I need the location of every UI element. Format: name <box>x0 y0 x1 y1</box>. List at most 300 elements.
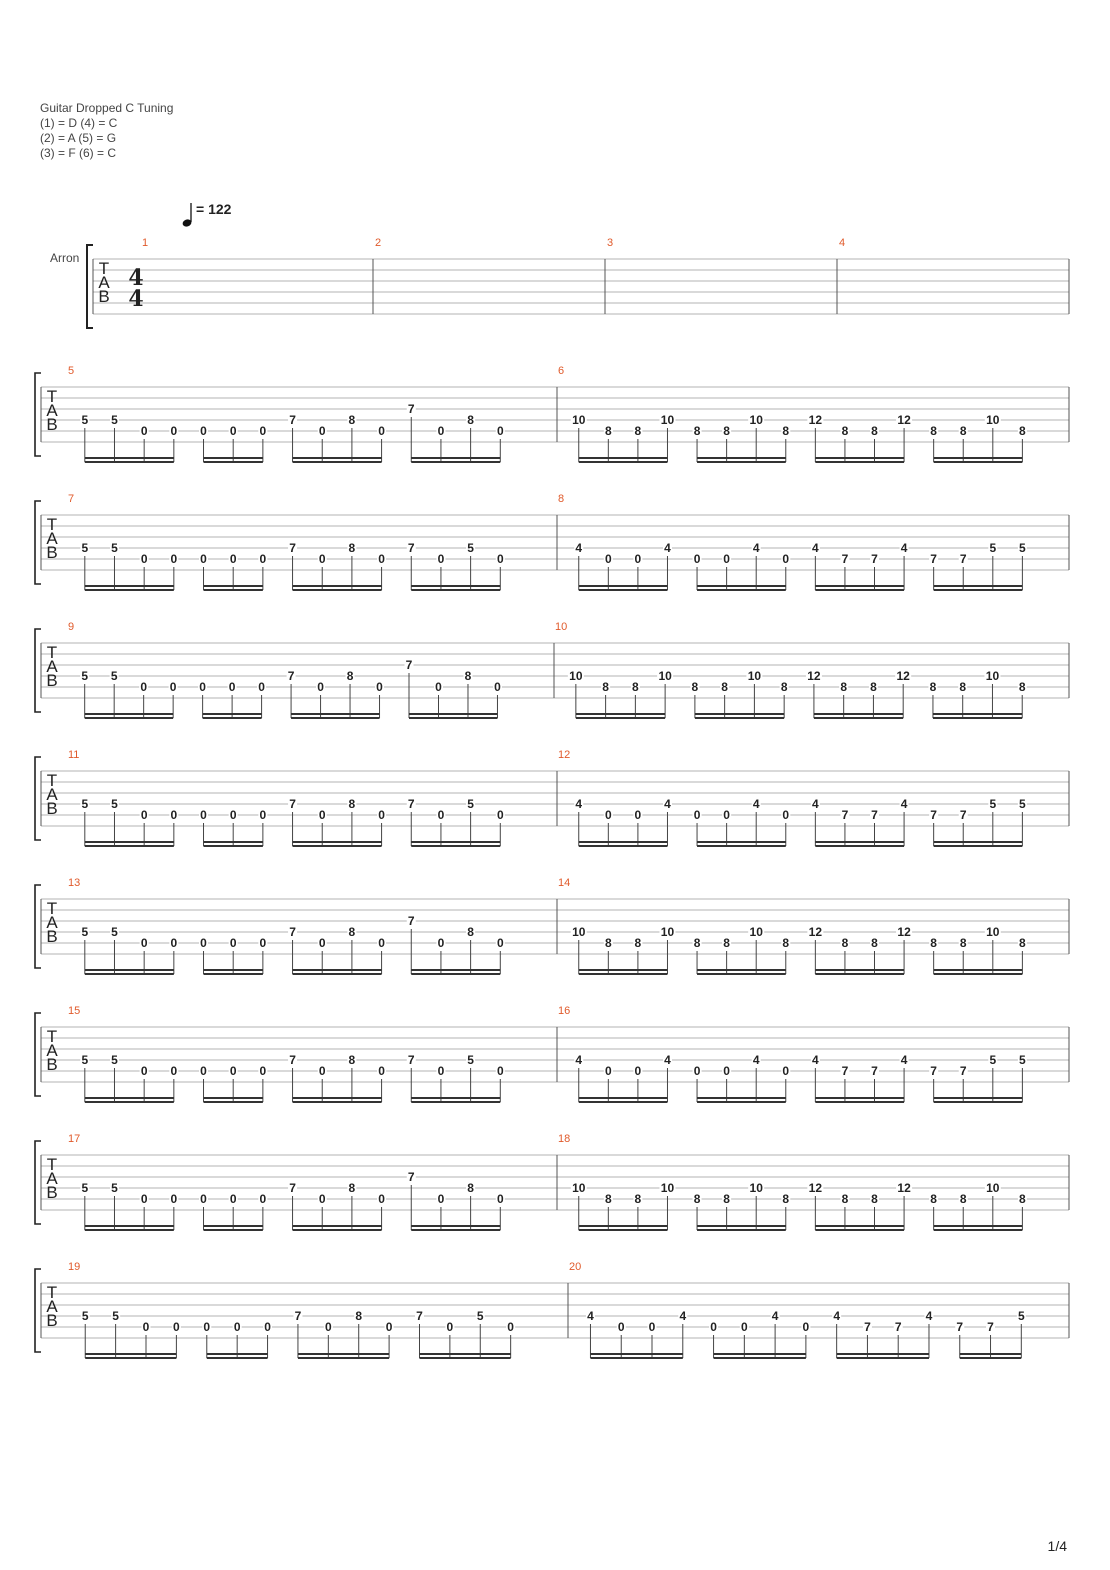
tab-clef-letter: A <box>46 913 58 932</box>
fret-number: 0 <box>437 424 445 438</box>
fret-number: 0 <box>496 936 504 950</box>
fret-number: 10 <box>749 1181 763 1195</box>
tuning-title: Guitar Dropped C Tuning <box>40 101 174 115</box>
fret-number: 0 <box>437 808 445 822</box>
fret-number: 8 <box>604 936 612 950</box>
fret-number: 0 <box>318 936 326 950</box>
tab-clef-letter: T <box>46 899 58 918</box>
tab-clef-letter: T <box>46 643 58 662</box>
fret-number: 7 <box>294 1309 302 1323</box>
fret-number: 0 <box>142 1320 150 1334</box>
fret-number: 5 <box>112 1309 119 1323</box>
fret-number: 0 <box>140 808 148 822</box>
fret-number: 0 <box>259 808 267 822</box>
fret-number: 10 <box>749 413 763 427</box>
fret-number: 7 <box>289 413 296 427</box>
fret-number: 4 <box>812 1053 819 1067</box>
fret-number: 0 <box>604 1064 612 1078</box>
fret-number: 7 <box>287 669 295 683</box>
fret-number: 0 <box>496 1192 504 1206</box>
fret-number: 5 <box>1019 541 1026 555</box>
fret-number: 0 <box>173 1320 180 1334</box>
fret-number: 7 <box>407 1170 415 1184</box>
fret-number: 8 <box>871 1192 878 1206</box>
fret-number: 5 <box>81 413 89 427</box>
measure-number: 15 <box>68 1005 81 1017</box>
fret-number: 0 <box>259 1192 267 1206</box>
fret-number: 10 <box>747 669 762 683</box>
fret-number: 0 <box>170 1064 178 1078</box>
fret-number: 0 <box>723 1064 730 1078</box>
fret-number: 5 <box>1017 1309 1025 1323</box>
measure-number: 13 <box>68 877 81 889</box>
fret-number: 10 <box>986 413 1000 427</box>
fret-number: 8 <box>929 680 937 694</box>
system-bracket <box>35 629 41 712</box>
tab-clef-letter: T <box>98 259 110 278</box>
fret-number: 8 <box>693 424 701 438</box>
tab-clef-letter: B <box>46 1055 58 1074</box>
tab-clef-letter: B <box>46 1311 58 1330</box>
fret-number: 8 <box>782 936 790 950</box>
fret-number: 8 <box>634 424 642 438</box>
fret-number: 7 <box>894 1320 902 1334</box>
tuning-line: (2) = A (5) = G <box>40 131 117 145</box>
fret-number: 4 <box>900 541 908 555</box>
fret-number: 0 <box>318 552 326 566</box>
fret-number: 4 <box>587 1309 594 1323</box>
fret-number: 0 <box>140 936 148 950</box>
fret-number: 0 <box>140 1064 148 1078</box>
fret-number: 7 <box>841 552 849 566</box>
tab-clef-letter: A <box>98 273 110 292</box>
fret-number: 8 <box>841 936 849 950</box>
fret-number: 8 <box>959 680 967 694</box>
page-number: 1/4 <box>1047 1538 1067 1554</box>
measure-number: 11 <box>68 749 80 761</box>
fret-number: 0 <box>200 1064 207 1078</box>
fret-number: 12 <box>897 925 911 939</box>
measure-number: 7 <box>68 493 75 505</box>
measure-number: 19 <box>68 1261 81 1273</box>
fret-number: 0 <box>200 424 207 438</box>
fret-number: 5 <box>111 797 118 811</box>
fret-number: 8 <box>632 680 639 694</box>
tab-clef-letter: B <box>46 927 58 946</box>
fret-number: 7 <box>930 808 937 822</box>
fret-number: 0 <box>496 808 504 822</box>
fret-number: 8 <box>782 424 790 438</box>
fret-number: 7 <box>407 914 415 928</box>
fret-number: 7 <box>407 402 415 416</box>
fret-number: 7 <box>407 797 415 811</box>
fret-number: 4 <box>900 1053 908 1067</box>
fret-number: 0 <box>723 552 730 566</box>
fret-number: 4 <box>664 541 671 555</box>
measure-number: 20 <box>569 1261 582 1273</box>
system-bracket <box>35 885 41 968</box>
fret-number: 12 <box>808 413 823 427</box>
fret-number: 4 <box>752 1053 760 1067</box>
fret-number: 4 <box>812 797 819 811</box>
fret-number: 0 <box>200 808 207 822</box>
fret-number: 0 <box>634 552 642 566</box>
fret-number: 10 <box>660 413 675 427</box>
fret-number: 8 <box>930 1192 937 1206</box>
system-bracket <box>35 501 41 584</box>
system-bracket <box>35 757 41 840</box>
measure-number: 18 <box>558 1133 571 1145</box>
fret-number: 0 <box>318 1192 326 1206</box>
fret-number: 7 <box>289 797 296 811</box>
fret-number: 0 <box>229 808 237 822</box>
fret-number: 0 <box>435 680 442 694</box>
tab-clef-letter: B <box>98 287 110 306</box>
fret-number: 0 <box>378 424 385 438</box>
fret-number: 0 <box>317 680 324 694</box>
fret-number: 5 <box>111 413 118 427</box>
tempo-label: = 122 <box>196 201 232 217</box>
fret-number: 0 <box>723 808 730 822</box>
measure-number: 9 <box>68 621 75 633</box>
fret-number: 8 <box>348 925 356 939</box>
fret-number: 0 <box>170 1192 178 1206</box>
fret-number: 10 <box>572 1181 586 1195</box>
fret-number: 8 <box>467 925 474 939</box>
fret-number: 5 <box>81 1181 89 1195</box>
fret-number: 0 <box>494 680 501 694</box>
fret-number: 7 <box>959 552 967 566</box>
tab-clef-letter: B <box>46 799 58 818</box>
fret-number: 0 <box>229 424 237 438</box>
fret-number: 0 <box>169 680 177 694</box>
fret-number: 8 <box>348 797 356 811</box>
fret-number: 8 <box>634 1192 642 1206</box>
system-bracket <box>35 373 41 456</box>
fret-number: 7 <box>871 1064 878 1078</box>
fret-number: 5 <box>81 1309 89 1323</box>
fret-number: 0 <box>203 1320 211 1334</box>
fret-number: 5 <box>81 541 89 555</box>
fret-number: 4 <box>575 541 583 555</box>
fret-number: 10 <box>660 925 675 939</box>
tab-clef-letter: T <box>46 1283 58 1302</box>
fret-number: 7 <box>841 1064 849 1078</box>
fret-number: 0 <box>782 1064 790 1078</box>
measure-number: 2 <box>375 237 382 249</box>
fret-number: 0 <box>496 552 504 566</box>
fret-number: 0 <box>259 936 267 950</box>
fret-number: 4 <box>900 797 908 811</box>
fret-number: 7 <box>930 552 937 566</box>
fret-number: 8 <box>348 541 356 555</box>
fret-number: 10 <box>572 925 586 939</box>
fret-number: 0 <box>229 936 237 950</box>
fret-number: 8 <box>346 669 354 683</box>
fret-number: 12 <box>896 669 910 683</box>
fret-number: 0 <box>259 424 267 438</box>
fret-number: 4 <box>575 797 583 811</box>
fret-number: 5 <box>1019 797 1026 811</box>
fret-number: 8 <box>464 669 472 683</box>
measure-number: 6 <box>558 365 565 377</box>
tab-clef-letter: B <box>46 415 58 434</box>
fret-number: 0 <box>233 1320 241 1334</box>
fret-number: 8 <box>930 424 937 438</box>
fret-number: 5 <box>81 1053 89 1067</box>
fret-number: 8 <box>1019 424 1026 438</box>
fret-number: 7 <box>930 1064 937 1078</box>
fret-number: 5 <box>989 541 997 555</box>
fret-number: 0 <box>318 424 326 438</box>
fret-number: 0 <box>378 1064 385 1078</box>
time-signature-top: 4 <box>128 265 144 291</box>
fret-number: 8 <box>723 1192 730 1206</box>
tab-clef-letter: A <box>46 1297 58 1316</box>
system-bracket <box>35 1269 41 1352</box>
fret-number: 10 <box>985 669 1000 683</box>
fret-number: 5 <box>467 797 474 811</box>
fret-number: 5 <box>467 1053 474 1067</box>
fret-number: 7 <box>407 1053 415 1067</box>
fret-number: 4 <box>925 1309 933 1323</box>
fret-number: 0 <box>229 552 237 566</box>
fret-number: 7 <box>289 1181 296 1195</box>
tab-clef-letter: B <box>46 671 58 690</box>
fret-number: 7 <box>864 1320 871 1334</box>
fret-number: 0 <box>259 552 267 566</box>
fret-number: 0 <box>446 1320 454 1334</box>
fret-number: 8 <box>348 1053 356 1067</box>
fret-number: 8 <box>604 1192 612 1206</box>
fret-number: 8 <box>1019 936 1026 950</box>
fret-number: 12 <box>808 925 823 939</box>
fret-number: 8 <box>959 936 967 950</box>
fret-number: 8 <box>782 1192 790 1206</box>
fret-number: 5 <box>111 1181 118 1195</box>
fret-number: 4 <box>833 1309 841 1323</box>
tuning-line: (3) = F (6) = C <box>40 146 117 160</box>
fret-number: 5 <box>1019 1053 1026 1067</box>
fret-number: 8 <box>602 680 609 694</box>
fret-number: 4 <box>752 541 760 555</box>
fret-number: 0 <box>385 1320 393 1334</box>
fret-number: 8 <box>780 680 788 694</box>
time-signature-bottom: 4 <box>128 286 144 312</box>
fret-number: 0 <box>437 1192 445 1206</box>
fret-number: 0 <box>782 552 790 566</box>
fret-number: 0 <box>782 808 790 822</box>
fret-number: 0 <box>437 552 445 566</box>
fret-number: 5 <box>81 669 89 683</box>
fret-number: 0 <box>324 1320 332 1334</box>
fret-number: 8 <box>723 424 730 438</box>
measure-number: 3 <box>607 237 614 249</box>
fret-number: 0 <box>170 424 178 438</box>
system-bracket <box>35 1013 41 1096</box>
measure-number: 16 <box>558 1005 571 1017</box>
fret-number: 8 <box>871 936 878 950</box>
fret-number: 0 <box>378 808 385 822</box>
fret-number: 0 <box>318 808 326 822</box>
fret-number: 0 <box>229 1192 237 1206</box>
fret-number: 4 <box>812 541 819 555</box>
fret-number: 10 <box>986 925 1000 939</box>
fret-number: 8 <box>959 1192 967 1206</box>
fret-number: 0 <box>648 1320 656 1334</box>
tab-clef-letter: A <box>46 1041 58 1060</box>
tab-clef-letter: A <box>46 785 58 804</box>
fret-number: 0 <box>258 680 265 694</box>
fret-number: 8 <box>348 413 356 427</box>
tab-clef-letter: T <box>46 387 58 406</box>
fret-number: 7 <box>987 1320 994 1334</box>
fret-number: 0 <box>229 1064 237 1078</box>
system-bracket <box>87 245 93 328</box>
fret-number: 8 <box>604 424 612 438</box>
measure-number: 5 <box>68 365 75 377</box>
fret-number: 0 <box>200 552 207 566</box>
fret-number: 0 <box>378 552 385 566</box>
tab-clef-letter: B <box>46 543 58 562</box>
fret-number: 0 <box>140 552 148 566</box>
fret-number: 5 <box>110 669 118 683</box>
fret-number: 7 <box>956 1320 964 1334</box>
fret-number: 0 <box>200 936 207 950</box>
fret-number: 8 <box>467 413 474 427</box>
fret-number: 0 <box>140 1192 148 1206</box>
fret-number: 5 <box>467 541 474 555</box>
fret-number: 10 <box>660 1181 675 1195</box>
fret-number: 7 <box>959 1064 967 1078</box>
fret-number: 8 <box>467 1181 474 1195</box>
fret-number: 0 <box>200 1192 207 1206</box>
fret-number: 10 <box>572 413 586 427</box>
tab-clef-letter: T <box>46 515 58 534</box>
fret-number: 8 <box>723 936 730 950</box>
fret-number: 0 <box>437 936 445 950</box>
fret-number: 8 <box>634 936 642 950</box>
measure-number: 10 <box>555 621 568 633</box>
fret-number: 7 <box>289 1053 296 1067</box>
fret-number: 0 <box>693 552 701 566</box>
fret-number: 0 <box>693 1064 701 1078</box>
fret-number: 0 <box>140 680 148 694</box>
fret-number: 0 <box>710 1320 717 1334</box>
fret-number: 5 <box>111 1053 118 1067</box>
fret-number: 4 <box>771 1309 779 1323</box>
tab-clef-letter: A <box>46 1169 58 1188</box>
fret-number: 5 <box>81 797 89 811</box>
fret-number: 0 <box>604 808 612 822</box>
tab-clef-letter: B <box>46 1183 58 1202</box>
fret-number: 0 <box>496 1064 504 1078</box>
measure-number: 17 <box>68 1133 81 1145</box>
tuning-line: (1) = D (4) = C <box>40 116 118 130</box>
fret-number: 4 <box>575 1053 583 1067</box>
fret-number: 5 <box>476 1309 484 1323</box>
fret-number: 8 <box>930 936 937 950</box>
fret-number: 0 <box>170 552 178 566</box>
fret-number: 4 <box>752 797 760 811</box>
tab-clef-letter: T <box>46 771 58 790</box>
fret-number: 8 <box>693 1192 701 1206</box>
fret-number: 7 <box>841 808 849 822</box>
fret-number: 0 <box>378 936 385 950</box>
measure-number: 12 <box>558 749 571 761</box>
fret-number: 0 <box>170 936 178 950</box>
fret-number: 8 <box>841 1192 849 1206</box>
tab-clef-letter: A <box>46 529 58 548</box>
fret-number: 5 <box>989 1053 997 1067</box>
fret-number: 0 <box>496 424 504 438</box>
fret-number: 0 <box>170 808 178 822</box>
fret-number: 7 <box>416 1309 423 1323</box>
fret-number: 7 <box>405 658 413 672</box>
fret-number: 8 <box>348 1181 356 1195</box>
fret-number: 12 <box>897 413 911 427</box>
fret-number: 0 <box>802 1320 810 1334</box>
fret-number: 0 <box>376 680 383 694</box>
fret-number: 8 <box>1019 1192 1026 1206</box>
measure-number: 4 <box>839 237 846 249</box>
fret-number: 0 <box>140 424 148 438</box>
measure-number: 14 <box>558 877 571 889</box>
fret-number: 0 <box>318 1064 326 1078</box>
fret-number: 5 <box>989 797 997 811</box>
fret-number: 0 <box>634 808 642 822</box>
fret-number: 10 <box>569 669 583 683</box>
fret-number: 7 <box>407 541 415 555</box>
fret-number: 0 <box>228 680 236 694</box>
fret-number: 8 <box>691 680 699 694</box>
tab-clef-letter: T <box>46 1155 58 1174</box>
fret-number: 10 <box>658 669 672 683</box>
fret-number: 0 <box>199 680 206 694</box>
fret-number: 8 <box>840 680 848 694</box>
fret-number: 0 <box>264 1320 271 1334</box>
track-name: Arron <box>50 251 80 265</box>
measure-number: 8 <box>558 493 565 505</box>
fret-number: 7 <box>871 808 878 822</box>
fret-number: 0 <box>740 1320 748 1334</box>
fret-number: 8 <box>841 424 849 438</box>
fret-number: 8 <box>870 680 877 694</box>
fret-number: 0 <box>693 808 701 822</box>
fret-number: 8 <box>355 1309 363 1323</box>
fret-number: 8 <box>959 424 967 438</box>
fret-number: 0 <box>437 1064 445 1078</box>
fret-number: 12 <box>897 1181 911 1195</box>
fret-number: 0 <box>507 1320 514 1334</box>
fret-number: 12 <box>807 669 821 683</box>
fret-number: 10 <box>749 925 763 939</box>
fret-number: 8 <box>693 936 701 950</box>
tab-clef-letter: T <box>46 1027 58 1046</box>
fret-number: 4 <box>664 797 671 811</box>
fret-number: 5 <box>111 925 118 939</box>
tab-clef-letter: A <box>46 657 58 676</box>
fret-number: 8 <box>721 680 728 694</box>
measure-number: 1 <box>142 237 149 249</box>
fret-number: 0 <box>604 552 612 566</box>
fret-number: 7 <box>289 925 296 939</box>
fret-number: 0 <box>634 1064 642 1078</box>
fret-number: 5 <box>81 925 89 939</box>
fret-number: 10 <box>986 1181 1000 1195</box>
fret-number: 8 <box>1018 680 1026 694</box>
fret-number: 12 <box>808 1181 823 1195</box>
